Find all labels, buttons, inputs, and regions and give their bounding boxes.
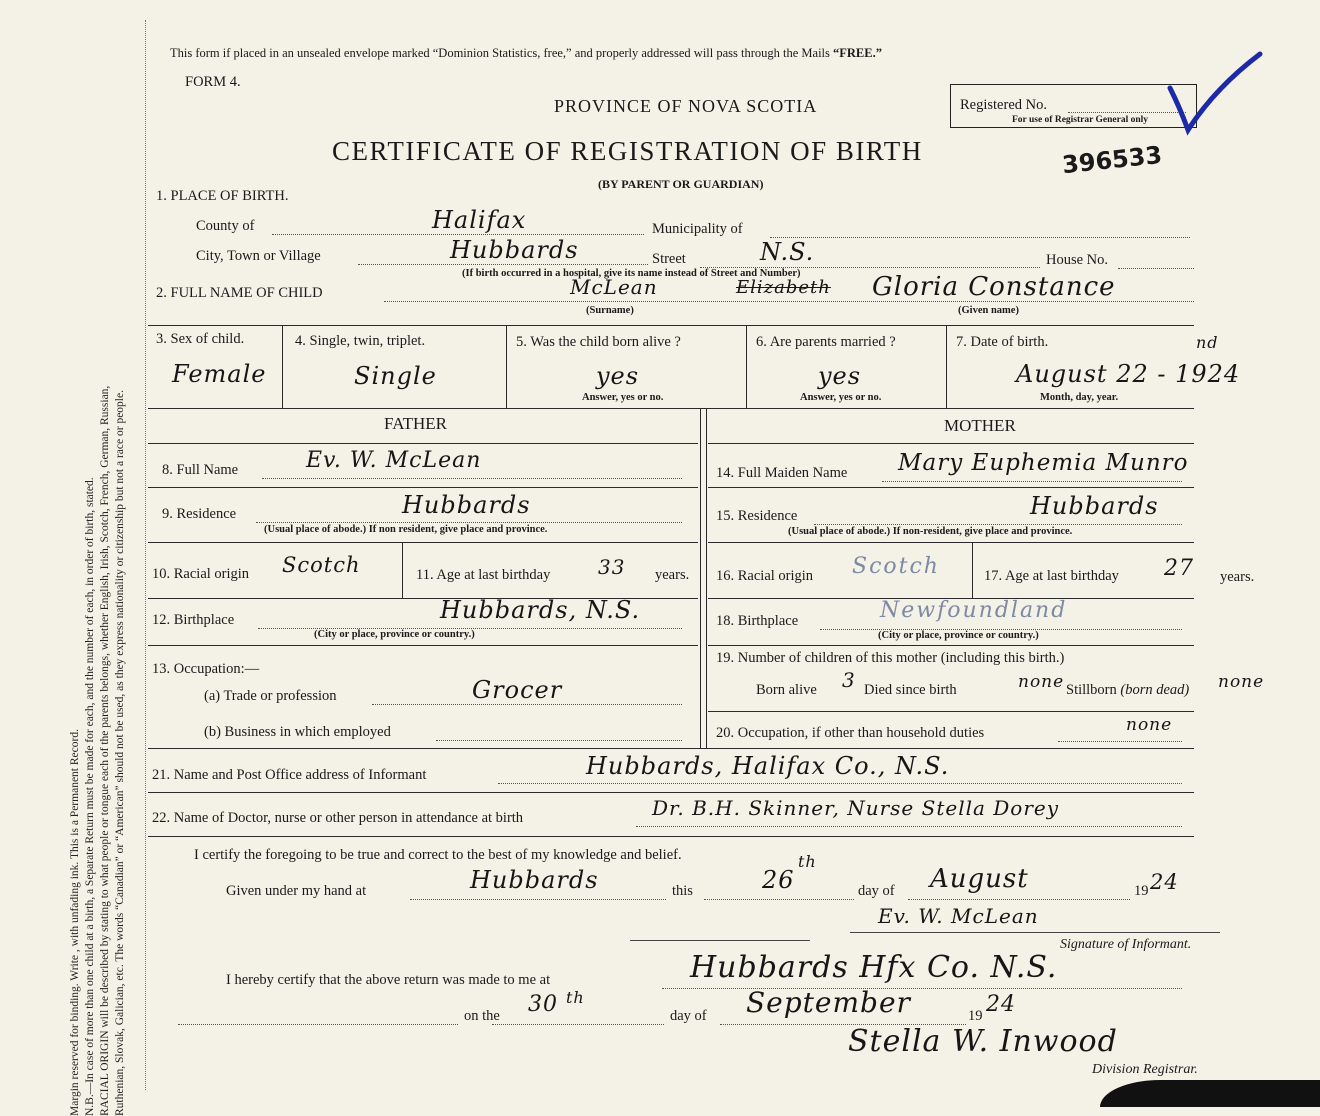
child-given-name-value: Gloria Constance [872, 272, 1116, 302]
registrar-month-value: September [746, 986, 911, 1019]
registrar-day-suffix: th [566, 988, 585, 1007]
place-of-birth-label: 1. PLACE OF BIRTH. [156, 188, 289, 204]
given-place-value: Hubbards [470, 866, 599, 894]
mother-age-unit: years. [1220, 569, 1255, 585]
form-number: FORM 4. [185, 74, 241, 90]
surname-note: (Surname) [586, 305, 634, 316]
stillborn-value: none [1218, 672, 1265, 692]
born-alive-label: 5. Was the child born alive ? [516, 334, 681, 350]
county-label: County of [196, 218, 255, 234]
date-of-birth-value: August 22 - 1924 [1016, 360, 1241, 388]
father-residence-note: (Usual place of abode.) If non resident, give place and province. [264, 524, 548, 535]
informant-signature-label: Signature of Informant. [1060, 937, 1192, 952]
page-corner-shadow [1100, 1080, 1320, 1107]
given-day-of-label: day of [858, 883, 895, 899]
attendant-value: Dr. B.H. Skinner, Nurse Stella Dorey [652, 796, 1060, 820]
plurality-value: Single [354, 362, 437, 390]
father-birthplace-note: (City or place, province or country.) [314, 629, 475, 640]
born-alive-count-label: Born alive [756, 682, 817, 698]
date-of-birth-note: Month, day, year. [1040, 392, 1119, 403]
mother-heading: MOTHER [944, 416, 1016, 435]
document-title: CERTIFICATE OF REGISTRATION OF BIRTH [332, 136, 923, 166]
plurality-label: 4. Single, twin, triplet. [295, 333, 426, 349]
parents-married-note: Answer, yes or no. [800, 392, 882, 403]
municipality-label: Municipality of [652, 221, 743, 237]
parents-married-value: yes [818, 362, 862, 390]
house-number-label: House No. [1046, 252, 1109, 268]
division-registrar-label: Division Registrar. [1092, 1062, 1198, 1077]
registered-number-label: Registered No. [960, 97, 1047, 113]
father-racial-origin-label: 10. Racial origin [152, 566, 250, 582]
margin-line-2: N.B.—In case of more than one child at a birth, a Separate Return must be made for each, and the number of each, in order of birth, stated. [84, 477, 96, 1116]
attendant-label: 22. Name of Doctor, nurse or other person in attendance at birth [152, 810, 524, 826]
father-birthplace-label: 12. Birthplace [152, 612, 235, 628]
this-label: this [672, 883, 693, 899]
county-value: Halifax [432, 206, 527, 234]
sex-value: Female [172, 360, 267, 388]
document-subtitle: (BY PARENT OR GUARDIAN) [598, 177, 764, 191]
binding-margin-divider [145, 20, 146, 1090]
registrar-year-prefix: 19 [968, 1008, 983, 1024]
registrar-certify-label: I hereby certify that the above return was made to me at [226, 972, 551, 988]
born-alive-note: Answer, yes or no. [582, 392, 664, 403]
father-name-label: 8. Full Name [162, 462, 239, 478]
mother-age-value: 27 [1164, 556, 1194, 581]
street-label: Street [652, 251, 686, 267]
father-occupation-label: 13. Occupation:— [152, 661, 260, 677]
mother-birthplace-value: Newfoundland [880, 598, 1068, 623]
given-day-suffix: th [798, 852, 817, 871]
mother-residence-note: (Usual place of abode.) If non-resident, give place and province. [788, 526, 1073, 537]
registrar-day-value: 30 [528, 992, 558, 1017]
city-value: Hubbards [450, 236, 579, 264]
registrar-day-of-label: day of [670, 1008, 707, 1024]
city-label: City, Town or Village [196, 248, 321, 264]
given-year-prefix: 19 [1134, 883, 1149, 899]
father-name-value: Ev. W. McLean [306, 448, 482, 473]
given-name-note: (Given name) [958, 305, 1019, 316]
mother-maiden-name-value: Mary Euphemia Munro [898, 450, 1189, 476]
died-since-birth-value: none [1018, 672, 1065, 692]
check-mark-icon [1160, 48, 1270, 138]
father-age-unit: years. [655, 567, 690, 583]
sex-label: 3. Sex of child. [156, 331, 245, 347]
father-trade-label: (a) Trade or profession [204, 688, 337, 704]
given-month-value: August [930, 864, 1029, 894]
mother-residence-value: Hubbards [1030, 492, 1159, 520]
registration-number-stamp: 396533 [1060, 140, 1164, 180]
stillborn-label: Stillborn (born dead) [1066, 682, 1190, 698]
informant-label: 21. Name and Post Office address of Informant [152, 767, 427, 783]
mother-racial-origin-value: Scotch [852, 554, 940, 579]
mother-occupation-value: none [1126, 715, 1173, 735]
child-struck-name: Elizabeth [736, 277, 831, 298]
registrar-year-value: 24 [986, 992, 1016, 1017]
binding-margin-notes [68, 56, 128, 1116]
margin-line-1: Margin reserved for binding. Write , with unfading ink. This is a Permanent Record. [69, 729, 81, 1116]
mother-age-label: 17. Age at last birthday [984, 568, 1119, 584]
street-value: N.S. [760, 238, 815, 266]
died-since-birth-label: Died since birth [864, 682, 957, 698]
mother-maiden-name-label: 14. Full Maiden Name [716, 465, 848, 481]
father-business-label: (b) Business in which employed [204, 724, 391, 740]
registrar-place-value: Hubbards Hfx Co. N.S. [690, 950, 1058, 985]
province-heading: PROVINCE OF NOVA SCOTIA [554, 96, 818, 116]
father-heading: FATHER [384, 414, 447, 433]
father-racial-origin-value: Scotch [282, 553, 361, 577]
child-surname-value: McLean [570, 275, 658, 299]
born-alive-value: yes [596, 362, 640, 390]
father-age-value: 33 [598, 555, 626, 579]
registrar-signature: Stella W. Inwood [848, 1024, 1118, 1059]
father-residence-label: 9. Residence [162, 506, 237, 522]
children-count-label: 19. Number of children of this mother (including this birth.) [716, 650, 1065, 666]
mother-birthplace-note: (City or place, province or country.) [878, 630, 1039, 641]
hospital-note: (If birth occurred in a hospital, give its name instead of Street and Number) [462, 268, 801, 279]
father-residence-value: Hubbards [402, 491, 531, 519]
parents-married-label: 6. Are parents married ? [756, 334, 896, 350]
mother-birthplace-label: 18. Birthplace [716, 613, 799, 629]
margin-line-3: RACIAL ORIGIN will be described by stating to what people or tongue each of the parents belongs, whether English, Irish, Scotch, French, German, Russian, [99, 385, 111, 1116]
father-birthplace-value: Hubbards, N.S. [440, 596, 641, 624]
father-age-label: 11. Age at last birthday [416, 567, 551, 583]
date-of-birth-label: 7. Date of birth. [956, 334, 1049, 350]
margin-line-4: Ruthenian, Slovak, Galician, etc. The words “Canadian” or “American” should not be used, as they express nationality or citizenship but not a race or people. [114, 390, 126, 1116]
registrar-use-note: For use of Registrar General only [1012, 115, 1149, 125]
date-of-birth-suffix: nd [1196, 333, 1219, 352]
given-day-value: 26 [762, 866, 795, 894]
given-year-value: 24 [1150, 870, 1179, 894]
informant-value: Hubbards, Halifax Co., N.S. [586, 752, 950, 780]
certification-statement: I certify the foregoing to be true and correct to the best of my knowledge and belief. [194, 847, 682, 863]
father-trade-value: Grocer [472, 676, 563, 704]
mother-racial-origin-label: 16. Racial origin [716, 568, 814, 584]
mother-occupation-label: 20. Occupation, if other than household duties [716, 725, 985, 741]
postal-notice: This form if placed in an unsealed envelope marked “Dominion Statistics, free,” and properly addressed will pass through the Mails “FREE.” [170, 46, 882, 60]
registrar-on-the-label: on the [464, 1008, 500, 1024]
child-name-label: 2. FULL NAME OF CHILD [156, 285, 323, 301]
mother-residence-label: 15. Residence [716, 508, 798, 524]
born-alive-count-value: 3 [842, 668, 856, 692]
given-under-hand-label: Given under my hand at [226, 883, 367, 899]
informant-signature: Ev. W. McLean [878, 904, 1039, 928]
